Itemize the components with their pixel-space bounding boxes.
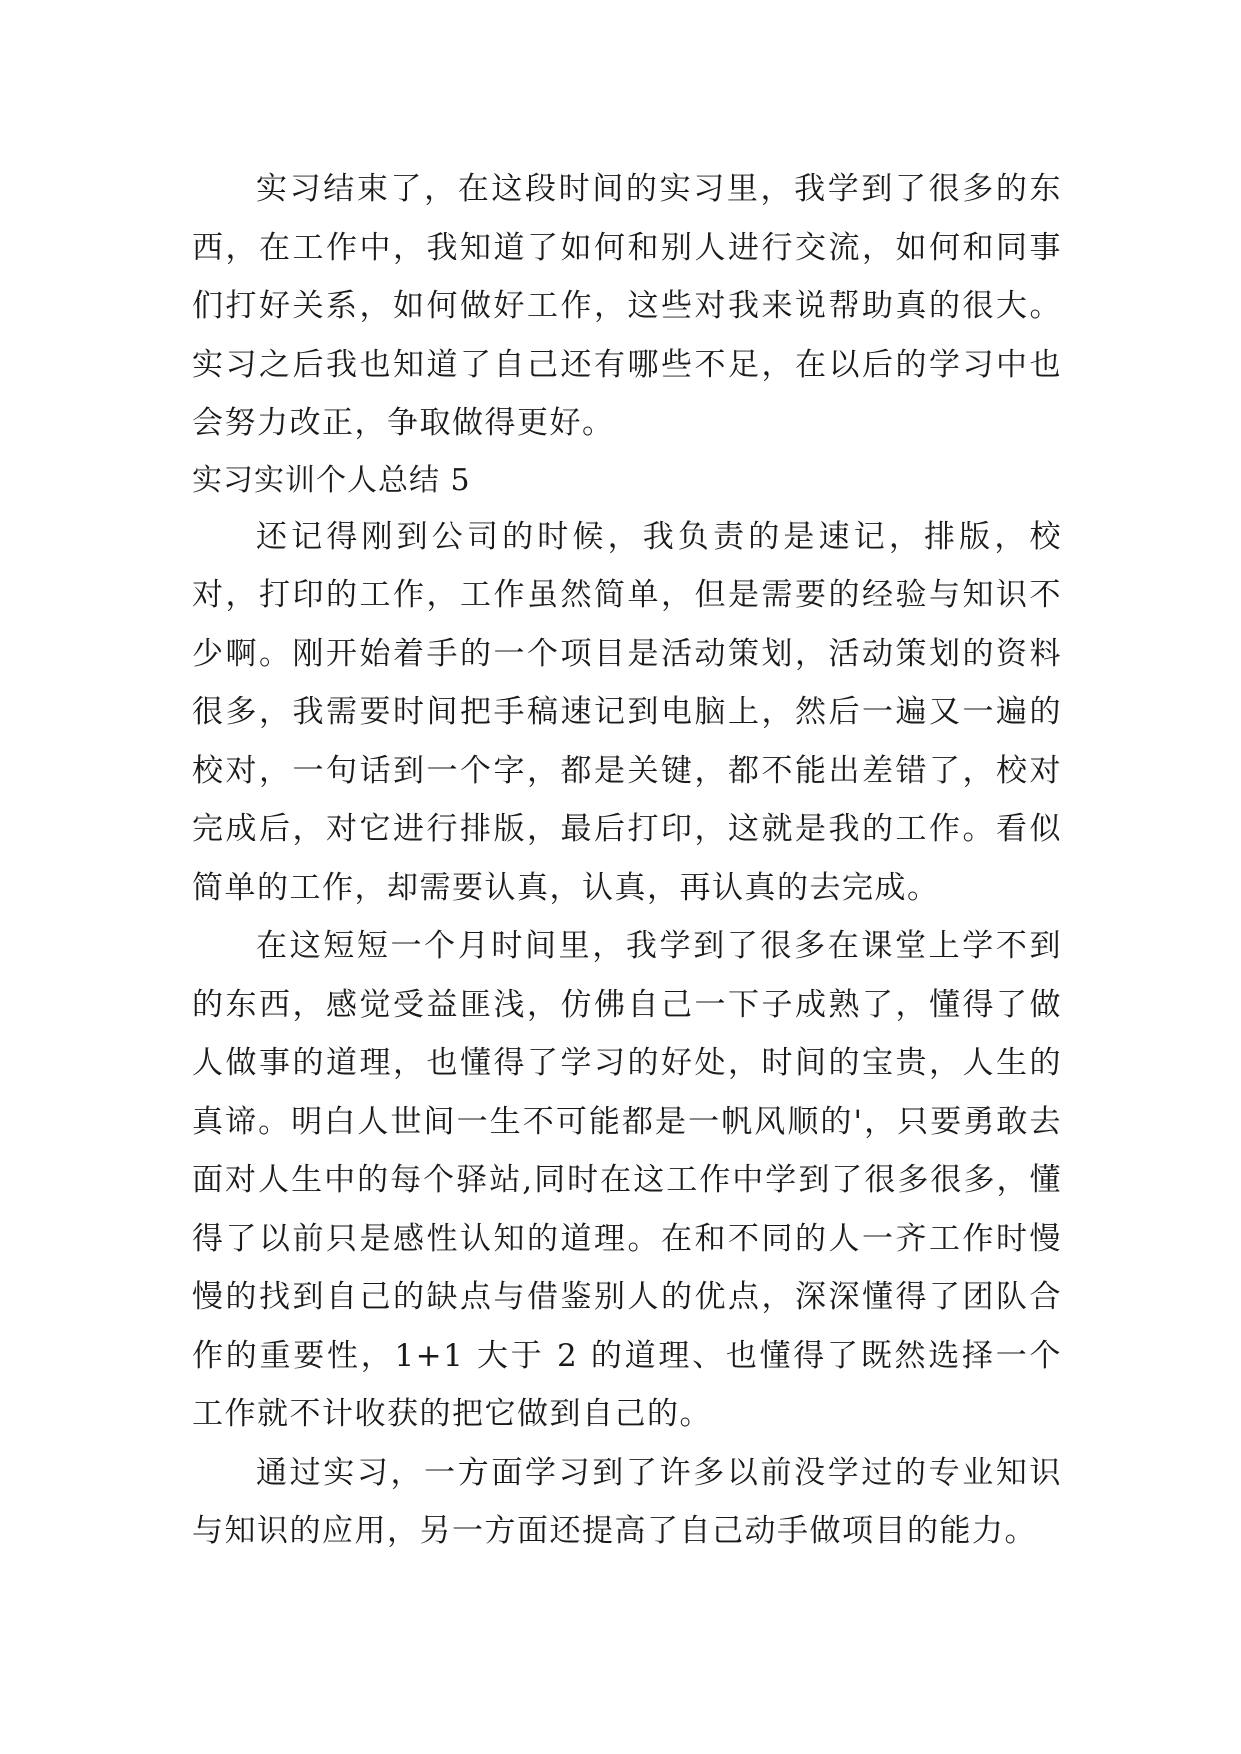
paragraph-first-job: 还记得刚到公司的时候，我负责的是速记，排版，校对，打印的工作，工作虽然简单，但是需要的经验与知识不少啊。刚开始着手的一个项目是活动策划，活动策划的资料很多，我需要时间把手稿速记到电脑上，然后一遍又一遍的校对，一句话到一个字，都是关键，都不能出差错了，校对完成后，对它进行排版，最后打印，这就是我的工作。看似简单的工作，却需要认真，认真，再认真的去完成。 bbox=[192, 518, 1062, 906]
paragraph-through-internship: 通过实习，一方面学习到了许多以前没学过的专业知识与知识的应用，另一方面还提高了自己动手做项目的能力。 bbox=[192, 1454, 1062, 1549]
section-heading: 实习实训个人总结 5 bbox=[192, 462, 471, 498]
paragraph-one-month: 在这短短一个月时间里，我学到了很多在课堂上学不到的东西，感觉受益匪浅，仿佛自己一下子成熟了，懂得了做人做事的道理，也懂得了学习的好处，时间的宝贵，人生的真谛。明白人世间一生不可能都是一帆风顺的'，只要勇敢去面对人生中的每个驿站,同时在这工作中学到了很多很多，懂得了以前只是感性认知的道理。在和不同的人一齐工作时慢慢的找到自己的缺点与借鉴别人的优点，深深懂得了团队合作的重要性，1+1 大于 2 的道理、也懂得了既然选择一个工作就不计收获的把它做到自己的。 bbox=[192, 928, 1062, 1432]
document-body bbox=[192, 160, 1062, 1561]
paragraph-internship-end: 实习结束了，在这段时间的实习里，我学到了很多的东西，在工作中，我知道了如何和别人进行交流，如何和同事们打好关系，如何做好工作，这些对我来说帮助真的很大。实习之后我也知道了自己还有哪些不足，在以后的学习中也会努力改正，争取做得更好。 bbox=[192, 171, 1062, 441]
